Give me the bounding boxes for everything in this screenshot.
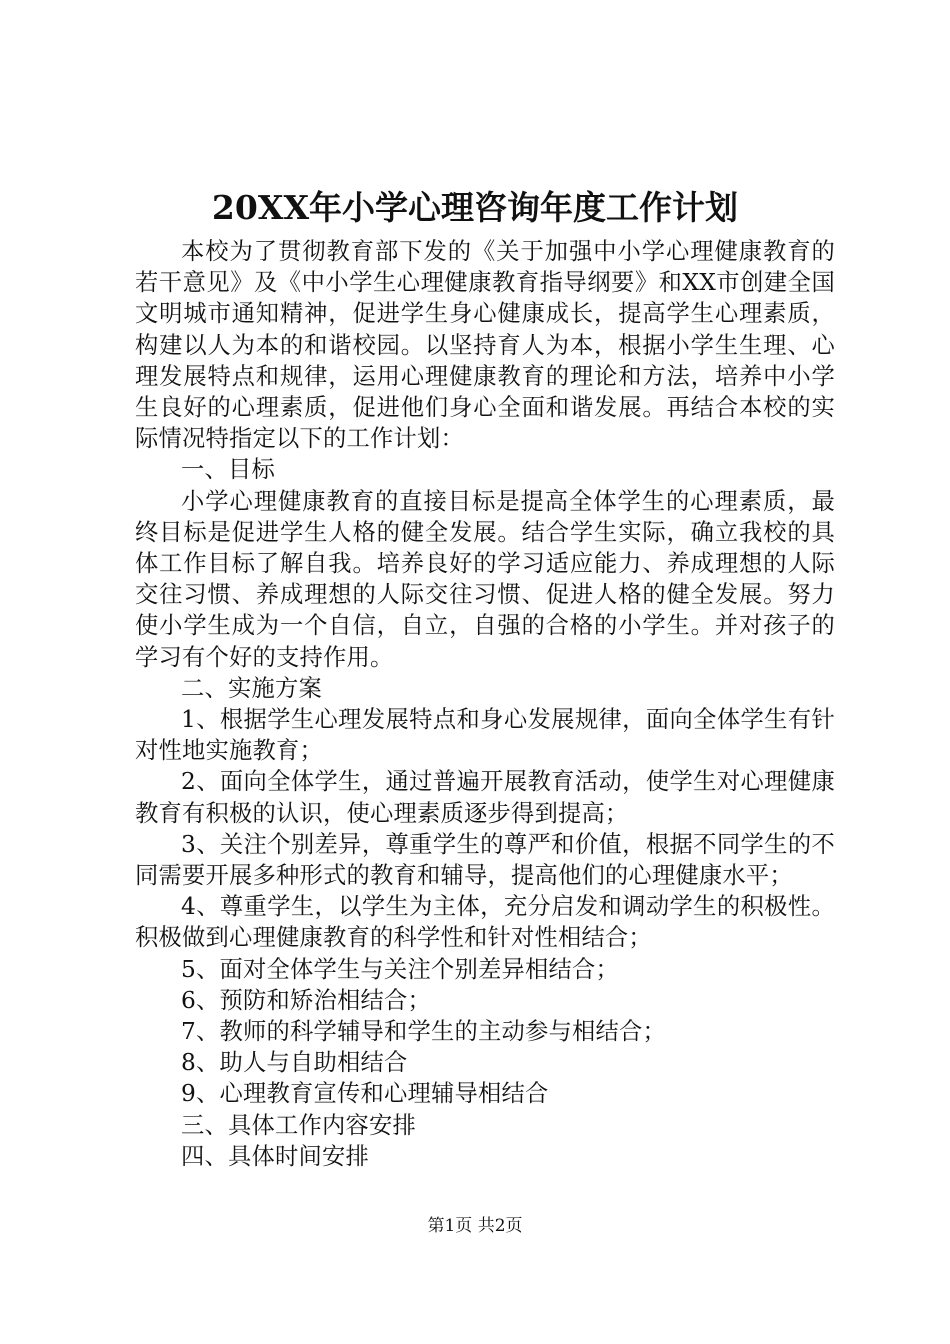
list-item: 1、根据学生心理发展特点和身心发展规律，面向全体学生有针对性地实施教育； [135, 706, 835, 765]
intro-paragraph: 本校为了贯彻教育部下发的《关于加强中小学心理健康教育的若干意见》及《中小学生心理健康教育指导纲要》和XX市创建全国文明城市通知精神，促进学生身心健康成长，提高学生心理素质，构建以人为本的和谐校园。以坚持育人为本，根据小学生生理、心理发展特点和规律，运用心理健康教育的理论和方法，培养中小学生良好的心理素质，促进他们身心全面和谐发展。再结合本校的实际情况特指定以下的工作计划： [135, 238, 835, 453]
list-item: 6、预防和矫治相结合； [181, 986, 431, 1014]
section-heading-implementation: 二、实施方案 [181, 674, 322, 702]
list-item: 7、教师的科学辅导和学生的主动参与相结合； [181, 1018, 666, 1046]
list-item: 8、助人与自助相结合 [181, 1049, 408, 1077]
list-item: 9、心理教育宣传和心理辅导相结合 [181, 1080, 549, 1108]
section-heading-schedule: 四、具体时间安排 [181, 1142, 369, 1170]
list-item: 5、面对全体学生与关注个别差异相结合； [181, 955, 619, 983]
goals-paragraph: 小学心理健康教育的直接目标是提高全体学生的心理素质，最终目标是促进学生人格的健全发展。结合学生实际，确立我校的具体工作目标了解自我。培养良好的学习适应能力、养成理想的人际交往习惯、养成理想的人际交往习惯、促进人格的健全发展。努力使小学生成为一个自信，自立，自强的合格的小学生。并对孩子的学习有个好的支持作用。 [135, 487, 835, 671]
page-footer: 第1页 共2页 [427, 1216, 523, 1236]
list-item: 2、面向全体学生，通过普遍开展教育活动，使学生对心理健康教育有积极的认识，使心理素质逐步得到提高； [135, 768, 835, 827]
document-body [135, 236, 835, 1172]
document-title: 20XX年小学心理咨询年度工作计划 [211, 188, 739, 227]
list-item: 4、尊重学生，以学生为主体，充分启发和调动学生的积极性。积极做到心理健康教育的科学性和针对性相结合； [135, 893, 835, 952]
section-heading-goals: 一、目标 [181, 456, 275, 484]
section-heading-content: 三、具体工作内容安排 [181, 1111, 416, 1139]
list-item: 3、关注个别差异，尊重学生的尊严和价值，根据不同学生的不同需要开展多种形式的教育和辅导，提高他们的心理健康水平； [135, 830, 835, 890]
